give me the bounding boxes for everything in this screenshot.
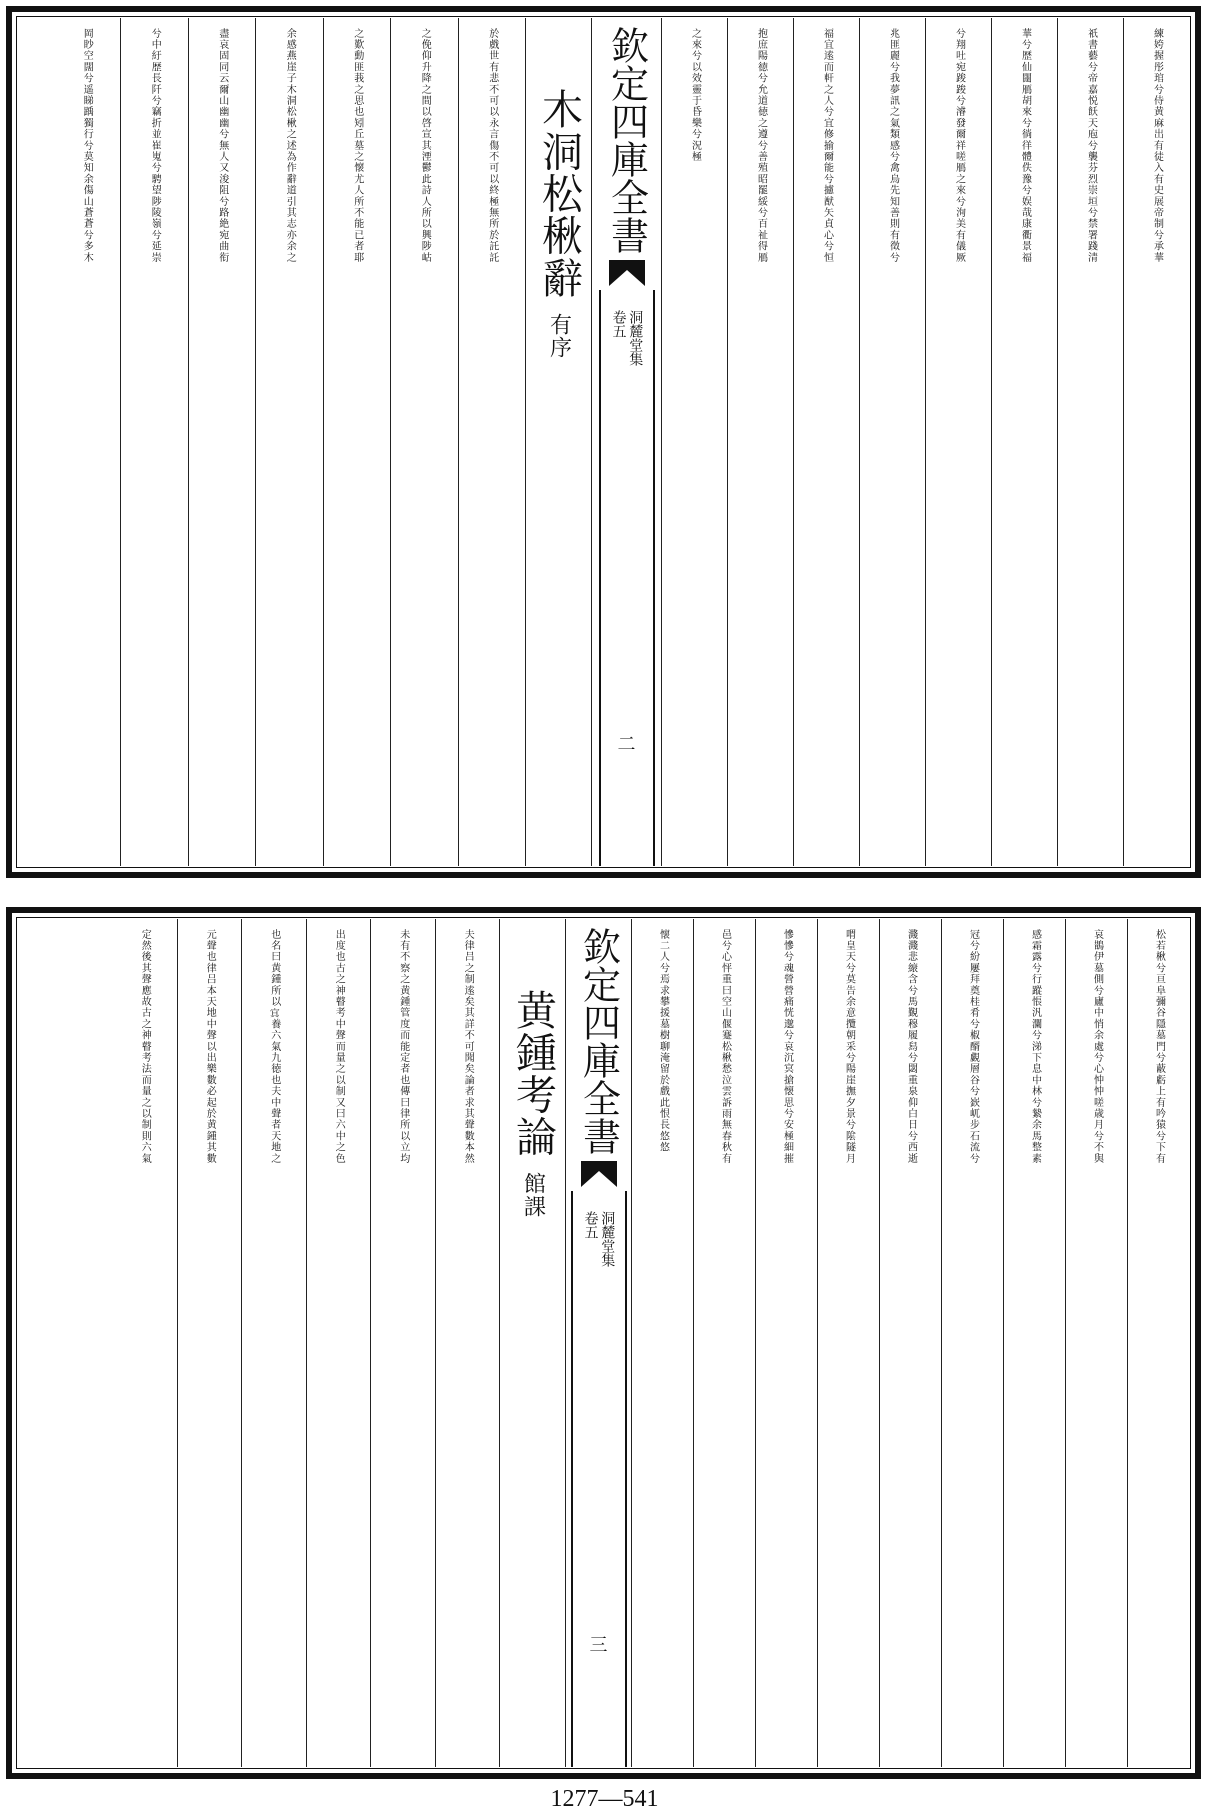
column-text: 岡眇空闊兮遥睇踽獨行兮莫知余傷山蒼蒼兮多木 (81, 28, 93, 264)
text-column (879, 919, 941, 1767)
column-text: 慘慘兮魂營營痛恍邈兮哀沉㝠搶懐思兮安極細摧 (781, 929, 793, 1165)
spine-line-right (625, 1191, 627, 1767)
title-column (525, 18, 591, 866)
column-text: 兮中紆歴長阡兮竊折並崔嵬兮騁望陟陵嶺兮延崇 (149, 28, 161, 264)
text-column (53, 18, 121, 866)
spine-line-left (599, 290, 601, 866)
banxin-collection-name: 洞麓堂集 (599, 1211, 616, 1267)
column-text: 冠兮紛屢拜奠桂肴兮椒醑覷層谷兮嶔屼步石流兮 (967, 929, 979, 1165)
banxin-juan: 卷五 (582, 1211, 599, 1239)
column-text: 未有不察之黄鍾管度而能定者也傳曰律所以立均 (397, 929, 409, 1165)
text-column (435, 919, 500, 1767)
column-text: 出度也古之神瞽考中聲而量之以制又曰六中之色 (333, 929, 345, 1165)
column-text: 福宜逺而軒之人兮宜修揄爾能兮攄猷矢貞心兮恒 (821, 28, 833, 264)
column-text: 元聲也律吕本天地中聲以出樂數必起於黄鍾其數 (204, 929, 216, 1165)
text-column (323, 18, 391, 866)
column-text: 於戲世有悲不可以永言傷不可以終極無所於託託 (486, 28, 498, 264)
text-column (1123, 18, 1189, 866)
title-block (509, 929, 557, 1767)
text-column (255, 18, 323, 866)
text-column (925, 18, 991, 866)
title-column (499, 919, 565, 1767)
column-text: 懐二人兮焉求攀援墓樹聊淹留於戲此恨長悠悠 (657, 929, 669, 1153)
section-title: 黄鍾考論 (509, 989, 557, 1158)
column-text: 哀鵲伊墓側兮廬中悄余處兮心忡忡嗟歳月兮不與 (1091, 929, 1103, 1165)
banxin-collection (571, 1211, 627, 1267)
banxin-title: 欽定四庫全書 (576, 927, 621, 1155)
banxin-collection-name: 洞麓堂集 (627, 310, 644, 366)
text-column (991, 18, 1057, 866)
banxin-leaf-number: 三 (589, 1635, 608, 1656)
banxin-column (565, 919, 631, 1767)
title-block (535, 28, 583, 866)
column-text: 濺濺悲縗含兮馬覲穆履舄兮閟重泉仰白日兮西逝 (905, 929, 917, 1165)
banxin-column (591, 18, 661, 866)
section-title-note: 有序 (546, 313, 572, 360)
column-text: 抱庶陽徳兮允道徳之遵兮善殖昭罷綏兮百祉得鴈 (755, 28, 767, 264)
bottom-page (6, 907, 1201, 1779)
text-column (306, 919, 371, 1767)
text-column (112, 919, 177, 1767)
text-column (241, 919, 306, 1767)
column-text: 也名曰黄鍾所以𡨋養六氣九徳也夫中聲者天地之 (268, 929, 280, 1165)
bottom-page-columns (18, 919, 1189, 1767)
text-column (1003, 919, 1065, 1767)
text-column (859, 18, 925, 866)
column-text: 感霜露兮行蹤悵汎瀾兮涕下息中林兮縶余馬整素 (1029, 929, 1041, 1165)
text-column (661, 18, 727, 866)
text-column (1057, 18, 1123, 866)
column-text: 夫律吕之制逺矣其詳不可聞矣論者求其聲數本然 (462, 929, 474, 1165)
banxin-spine (599, 290, 655, 866)
page-footer-number: 1277—541 (550, 1786, 659, 1812)
text-column (188, 18, 256, 866)
top-page-columns (18, 18, 1189, 866)
column-text: 松若楸兮亘阜彌谷隱墓門兮蔽虧上有吟猿兮下有 (1153, 929, 1165, 1165)
column-text: 兆匪麗兮我夢訊之氣類感兮禽烏先知善則有徵兮 (887, 28, 899, 264)
text-column (458, 18, 526, 866)
fish-tail-mark-icon (609, 260, 645, 286)
banxin-spine (571, 1191, 627, 1767)
text-column (817, 919, 879, 1767)
column-text: 練姱握彤琯兮侍黄麻出有徒入有史展帝制兮承華 (1151, 28, 1163, 264)
text-column (177, 919, 242, 1767)
fish-tail-mark-icon (581, 1161, 617, 1187)
spine-line-right (653, 290, 655, 866)
column-text: 華兮歴仙闥鴈胡來兮徜徉體佚豫兮娱哉康衢景福 (1019, 28, 1031, 264)
column-text: 喟皇天兮莫告余意攬朝采兮陽崖撫夕景兮隂隧月 (843, 929, 855, 1165)
column-text: 之俛仰升降之間以啓宣其湮鬱此詩人所以興陟岵 (419, 28, 431, 264)
banxin-collection (599, 310, 655, 366)
text-column (370, 919, 435, 1767)
column-text: 余感燕崖子木洞松楸之述為作辭道引其志亦余之 (284, 28, 296, 264)
text-column (693, 919, 755, 1767)
banxin-title: 欽定四庫全書 (604, 26, 649, 254)
section-title-note: 館課 (520, 1171, 546, 1219)
text-column (631, 919, 693, 1767)
text-column (941, 919, 1003, 1767)
column-text: 兮翔吐宛踆踆兮濬發爾祥嗟鴈之來兮洵美有儀厥 (953, 28, 965, 264)
text-column (1065, 919, 1127, 1767)
top-page (6, 6, 1201, 878)
column-text: 之歎動匪莪之思也矧丘墓之懐尤人所不能已者耶 (351, 28, 363, 264)
spine-line-left (571, 1191, 573, 1767)
text-column (793, 18, 859, 866)
column-text: 邑兮心怦重曰空山偃蹇松楸愁泣雲訴雨無春秋有 (719, 929, 731, 1165)
banxin-leaf-number: 二 (617, 734, 636, 755)
text-column (1127, 919, 1189, 1767)
column-text: 盡哀固同云爾山幽幽兮無人又浚阻兮路絶宛曲衔 (216, 28, 228, 264)
text-column (755, 919, 817, 1767)
section-title: 木洞松楸辭 (535, 88, 583, 299)
column-text: 定然後其聲應故古之神瞽考法而量之以制則六氣 (139, 929, 151, 1165)
text-column (727, 18, 793, 866)
column-text: 之來兮以效靈于昏樂兮況極 (689, 28, 701, 163)
column-text: 祇書藝兮帝嘉悦飫天庖兮襲芬烈崇垣兮禁署踐清 (1085, 28, 1097, 264)
text-column (120, 18, 188, 866)
banxin-juan: 卷五 (610, 310, 627, 338)
text-column (390, 18, 458, 866)
